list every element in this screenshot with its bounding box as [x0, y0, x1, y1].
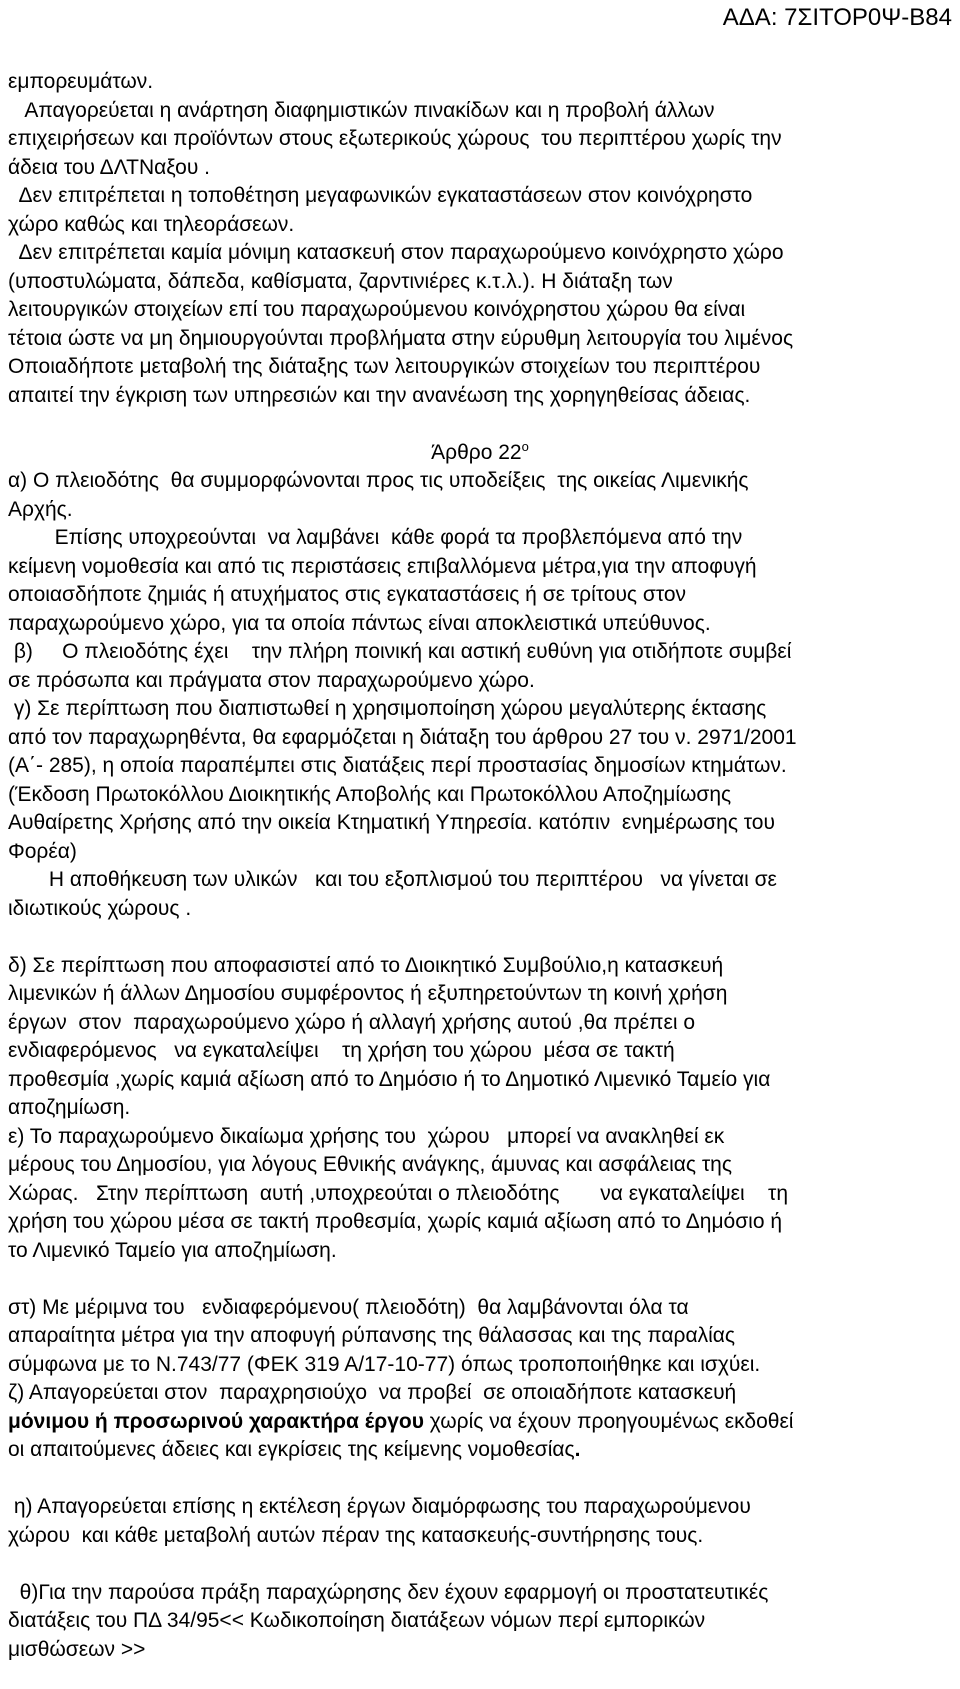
spacer	[8, 1465, 952, 1494]
text-line: αποζημίωση.	[8, 1096, 131, 1119]
text-line: ε) Το παραχωρούμενο δικαίωμα χρήσης του χώρου μπορεί να ανακληθεί εκ	[8, 1124, 725, 1148]
text-run: χωρίς να έχουν προηγουμένως εκδοθεί	[423, 1409, 794, 1433]
paragraph-restrictions	[8, 68, 952, 410]
text-line: (Έκδοση Πρωτοκόλλου Διοικητικής Αποβολής και Πρωτοκόλλου Αποζημίωσης	[8, 782, 732, 806]
article-title-text: Άρθρο 22	[431, 440, 522, 464]
bold-period: .	[574, 1438, 581, 1461]
text-line	[8, 1436, 952, 1465]
text-line: Αυθαίρετης Χρήσης από την οικεία Κτηματική Υπηρεσία. κατόπιν ενημέρωσης του	[8, 811, 775, 834]
paragraph-th	[8, 1579, 952, 1665]
text-line: Δεν επιτρέπεται καμία μόνιμη κατασκευή στον παραχωρούμενο κοινόχρηστο χώρο	[8, 241, 784, 264]
text-line: Χώρας. Στην περίπτωση αυτή ,υποχρεούται ο πλειοδότης να εγκαταλείψει τη	[8, 1181, 788, 1205]
text-line: μισθώσεων >>	[8, 1637, 146, 1661]
text-line: απαραίτητα μέτρα για την αποφυγή ρύπανσης της θάλασσας και της παραλίας	[8, 1324, 736, 1347]
text-line: β) Ο πλειοδότης έχει την πλήρη ποινική και αστική ευθύνη για οτιδήποτε συμβεί	[8, 640, 792, 663]
text-line: σύμφωνα με το Ν.743/77 (ΦΕΚ 319 Α/17-10-77) όπως τροποποιήθηκε και ισχύει.	[8, 1352, 761, 1376]
text-line: άδεια του ΔΛΤΝαξου .	[8, 155, 210, 179]
article-title-superscript: ο	[521, 438, 529, 454]
text-line: Απαγορεύεται η ανάρτηση διαφημιστικών πινακίδων και η προβολή άλλων	[8, 98, 715, 122]
article-title	[8, 439, 952, 468]
text-line: σε πρόσωπα και πράγματα στον παραχωρούμενο χώρο.	[8, 668, 535, 692]
text-line: χρήση του χώρου μέσα σε τακτή προθεσμία, χωρίς καμιά αξίωση από το Δημόσιο ή	[8, 1210, 783, 1233]
text-line: χώρο καθώς και τηλεοράσεων.	[8, 212, 295, 236]
bold-phrase: μόνιμου ή προσωρινού χαρακτήρα έργου	[8, 1409, 424, 1433]
text-line: διατάξεις του ΠΔ 34/95<< Κωδικοποίηση διατάξεων νόμων περί εμπορικών	[8, 1609, 706, 1632]
text-line: Οποιαδήποτε μεταβολή της διάταξης των λειτουργικών στοιχείων του περιπτέρου	[8, 355, 761, 378]
text-line: στ) Με μέριμνα του ενδιαφερόμενου( πλειοδότη) θα λαμβάνονται όλα τα	[8, 1295, 689, 1319]
text-line: ιδιωτικούς χώρους .	[8, 896, 192, 920]
text-line: παραχωρούμενο χώρο, για τα οποία πάντως είναι αποκλειστικά υπεύθυνος.	[8, 611, 711, 635]
text-line: εμπορευμάτων.	[8, 70, 154, 93]
text-line: γ) Σε περίπτωση που διαπιστωθεί η χρησιμοποίηση χώρου μεγαλύτερης έκτασης	[8, 697, 767, 720]
text-line: ζ) Απαγορεύεται στον παραχρησιούχο να προβεί σε οποιαδήποτε κατασκευή	[8, 1381, 737, 1404]
text-line: η) Απαγορεύεται επίσης η εκτέλεση έργων διαμόρφωσης του παραχωρούμενου	[8, 1495, 751, 1518]
paragraph-d-e	[8, 952, 952, 1266]
text-line: Η αποθήκευση των υλικών και του εξοπλισμού του περιπτέρου να γίνεται σε	[8, 868, 777, 891]
text-line: απαιτεί την έγκριση των υπηρεσιών και την ανανέωση της χορηγηθείσας άδειας.	[8, 383, 751, 407]
text-line: (Α΄- 285), η οποία παραπέμπει στις διατάξεις περί προστασίας δημοσίων κτημάτων.	[8, 754, 787, 777]
text-run: οι απαιτούμενες άδειες και εγκρίσεις της κείμενης νομοθεσίας	[8, 1438, 575, 1461]
text-line: το Λιμενικό Ταμείο για αποζημίωση.	[8, 1238, 337, 1262]
spacer	[8, 1265, 952, 1294]
text-line: Δεν επιτρέπεται η τοποθέτηση μεγαφωνικών εγκαταστάσεων στον κοινόχρηστο	[8, 184, 753, 207]
text-line: Αρχής.	[8, 497, 73, 521]
text-line: λιμενικών ή άλλων Δημοσίου συμφέροντος ή εξυπηρετούντων τη κοινή χρήση	[8, 982, 728, 1005]
text-line: θ)Για την παρούσα πράξη παραχώρησης δεν έχουν εφαρμογή οι προστατευτικές	[8, 1580, 769, 1604]
text-line: τέτοια ώστε να μη δημιουργούνται προβλήματα στην εύρυθμη λειτουργία του λιμένος	[8, 326, 794, 350]
text-line: Φορέα)	[8, 839, 77, 863]
text-line: κείμενη νομοθεσία και από τις περιστάσεις επιβαλλόμενα μέτρα,για την αποφυγή	[8, 554, 757, 578]
text-line: οποιασδήποτε ζημιάς ή ατυχήματος στις εγκαταστάσεις ή σε τρίτους στον	[8, 583, 687, 606]
paragraph-st-z	[8, 1294, 952, 1465]
text-line: δ) Σε περίπτωση που αποφασιστεί από το Διοικητικό Συμβούλιο,η κατασκευή	[8, 953, 724, 977]
text-line: από τον παραχωρηθέντα, θα εφαρμόζεται η διάταξη του άρθρου 27 του ν. 2971/2001	[8, 725, 797, 749]
ada-header: ΑΔΑ: 7ΣΙΤΟΡ0Ψ-Β84	[722, 4, 952, 31]
paragraph-a-to-g	[8, 467, 952, 923]
text-line: προθεσμία ,χωρίς καμιά αξίωση από το Δημόσιο ή το Δημοτικό Λιμενικό Ταμείο για	[8, 1067, 771, 1091]
text-line: (υποστυλώματα, δάπεδα, καθίσματα, ζαρντινιέρες κ.τ.λ.). Η διάταξη των	[8, 269, 673, 293]
text-line: επιχειρήσεων και προϊόντων στους εξωτερικούς χώρους του περιπτέρου χωρίς την	[8, 127, 782, 150]
spacer	[8, 923, 952, 952]
text-line: λειτουργικών στοιχείων επί του παραχωρούμενου κοινόχρηστου χώρου θα είναι	[8, 298, 746, 321]
text-line: έργων στον παραχωρούμενο χώρο ή αλλαγή χρήσης αυτού ,θα πρέπει ο	[8, 1010, 696, 1034]
document-body	[8, 68, 952, 1664]
spacer	[8, 410, 952, 439]
paragraph-h	[8, 1493, 952, 1550]
text-line: Επίσης υποχρεούνται να λαμβάνει κάθε φορά τα προβλεπόμενα από την	[8, 526, 743, 549]
spacer	[8, 1550, 952, 1579]
text-line: μέρους του Δημοσίου, για λόγους Εθνικής ανάγκης, άμυνας και ασφάλειας της	[8, 1153, 732, 1176]
text-line: α) Ο πλειοδότης θα συμμορφώνονται προς τις υποδείξεις της οικείας Λιμενικής	[8, 469, 749, 492]
text-line-with-bold	[8, 1408, 952, 1437]
text-line: ενδιαφερόμενος να εγκαταλείψει τη χρήση του χώρου μέσα σε τακτή	[8, 1039, 675, 1062]
text-line: χώρου και κάθε μεταβολή αυτών πέραν της κατασκευής-συντήρησης τους.	[8, 1523, 704, 1547]
